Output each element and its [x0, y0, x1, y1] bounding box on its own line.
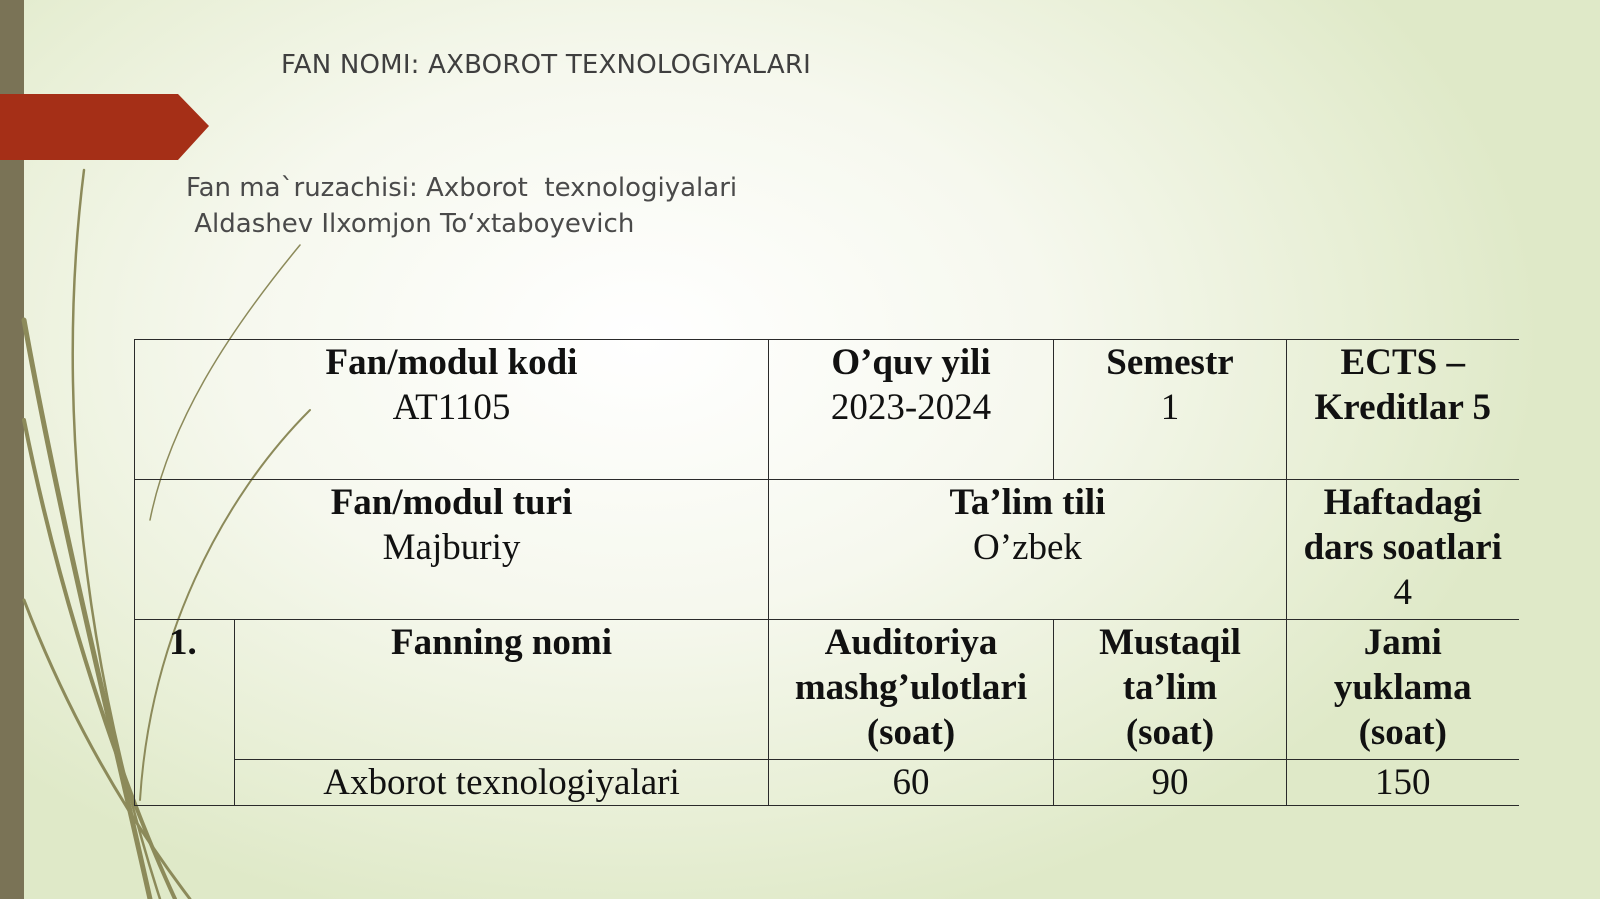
table-row	[135, 340, 1519, 480]
title-arrow-shape	[0, 94, 210, 160]
auditory-hours-value: 60	[892, 762, 930, 803]
cell-subject-name-header	[235, 620, 769, 760]
semester-label: Semestr	[1106, 342, 1234, 383]
module-code-label: Fan/modul kodi	[325, 342, 578, 383]
cell-self-study-hours	[1054, 760, 1287, 806]
self-study-label-3: (soat)	[1125, 712, 1215, 753]
row-number: 1.	[169, 622, 197, 663]
module-code-value: AT1105	[392, 387, 511, 428]
total-label-3: (soat)	[1358, 712, 1447, 753]
auditory-label-3: (soat)	[866, 712, 956, 753]
table-row	[135, 620, 1519, 760]
ects-label-1: ECTS –	[1340, 342, 1465, 383]
cell-semester	[1054, 340, 1287, 480]
cell-subject-name	[235, 760, 769, 806]
weekly-hours-label-2: dars soatlari	[1303, 527, 1502, 568]
subject-name-value: Axborot texnologiyalari	[323, 762, 680, 803]
cell-self-study-header	[1054, 620, 1287, 760]
ects-label-2: Kreditlar 5	[1314, 387, 1491, 428]
weekly-hours-label-1: Haftadagi	[1323, 482, 1482, 523]
subject-name-label: Fanning nomi	[390, 622, 613, 663]
cell-auditory-header	[769, 620, 1054, 760]
lecturer-info	[186, 170, 737, 242]
language-label: Ta’lim tili	[949, 482, 1106, 523]
self-study-label-1: Mustaqil	[1099, 622, 1241, 663]
module-type-value: Majburiy	[382, 527, 521, 568]
cell-language	[769, 480, 1287, 620]
self-study-hours-value: 90	[1151, 762, 1189, 803]
total-hours-value: 150	[1375, 762, 1431, 803]
cell-row-number	[135, 620, 235, 806]
self-study-label-2: ta’lim	[1122, 667, 1218, 708]
cell-ects	[1287, 340, 1519, 480]
slide-title: FAN NOMI: AXBOROT TEXNOLOGIYALARI	[281, 50, 811, 80]
table-row	[135, 760, 1519, 806]
lecturer-line-2: Aldashev Ilxomjon To‘xtaboyevich	[186, 209, 635, 239]
academic-year-value: 2023-2024	[830, 387, 992, 428]
total-label-1: Jami	[1363, 622, 1442, 663]
table-row	[135, 480, 1519, 620]
weekly-hours-value: 4	[1393, 572, 1412, 613]
cell-total-header	[1287, 620, 1519, 760]
cell-academic-year	[769, 340, 1054, 480]
semester-value: 1	[1160, 387, 1180, 428]
cell-weekly-hours	[1287, 480, 1519, 620]
auditory-label-2: mashg’ulotlari	[794, 667, 1028, 708]
cell-module-code	[135, 340, 769, 480]
course-info-table	[134, 339, 1519, 806]
language-value: O’zbek	[973, 527, 1082, 568]
cell-module-type	[135, 480, 769, 620]
lecturer-line-1: Fan ma`ruzachisi: Axborot texnologiyalari	[186, 173, 738, 203]
auditory-label-1: Auditoriya	[824, 622, 998, 663]
academic-year-label: O’quv yili	[831, 342, 991, 383]
cell-total-hours	[1287, 760, 1519, 806]
module-type-label: Fan/modul turi	[330, 482, 573, 523]
total-label-2: yuklama	[1333, 667, 1472, 708]
cell-auditory-hours	[769, 760, 1054, 806]
